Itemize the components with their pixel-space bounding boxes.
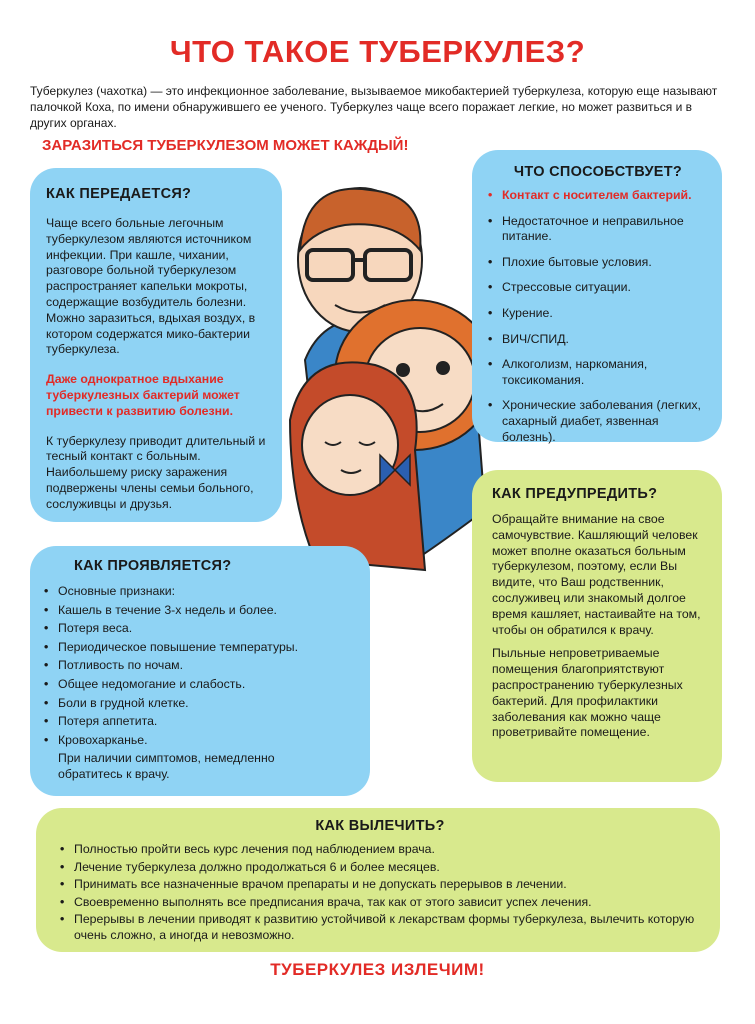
subtitle: ЗАРАЗИТЬСЯ ТУБЕРКУЛЕЗОМ МОЖЕТ КАЖДЫЙ!: [42, 137, 409, 154]
list-item: • Периодическое повышение температуры.: [44, 640, 356, 656]
prevention-text-2: Пыльные непроветриваемые помещения благоприятствуют распространению туберкулезных бактерий. Для профилактики заболевания как можно чаще проветривайте помещение.: [492, 646, 683, 740]
list-item: • Кашель в течение 3-х недель и более.: [44, 603, 356, 619]
list-item: • Перерывы в лечении приводят к развитию устойчивой к лекарствам формы туберкулеза, вылечить которую очень сложно, а иногда и невозможно.: [60, 912, 700, 943]
treatment-box: [36, 808, 720, 952]
list-item: • Хронические заболевания (легких, сахарный диабет, язвенная болезнь).: [488, 398, 708, 445]
symptoms-note: При наличии симптомов, немедленно обратитесь к врачу.: [58, 751, 275, 782]
transmission-heading: КАК ПЕРЕДАЕТСЯ?: [46, 186, 192, 202]
symptoms-heading: КАК ПРОЯВЛЯЕТСЯ?: [74, 558, 232, 574]
factors-box: [472, 150, 722, 442]
prevention-text-1: Обращайте внимание на свое самочувствие. Кашляющий человек может вполне оказаться больным туберкулезом, поэтому, если Вы видите, что Ваш родственник, сослуживец или знакомый долгое время кашляет, настаивайте на том, чтобы он обратился к врачу.: [492, 512, 701, 637]
transmission-text-1: Чаще всего больные легочным туберкулезом являются источником инфекции. При кашле, чихании, разговоре больной туберкулезом распространяет капельки мокроты, содержащие возбудитель болезни. Можно заразиться, вдыхая воздух, в котором содержатся мико-бактерии туберкулеза.: [46, 216, 256, 357]
prevention-box: [472, 470, 722, 782]
transmission-warning: Даже однократное вдыхание туберкулезных бактерий может привести к развитию болезни.: [46, 372, 240, 418]
list-item: • Курение.: [488, 306, 708, 322]
symptoms-box: [30, 546, 370, 796]
list-item: • Своевременно выполнять все предписания врача, так как от этого зависит успех лечения.: [60, 895, 700, 911]
list-item: • Основные признаки:: [44, 584, 356, 600]
list-item: • Стрессовые ситуации.: [488, 280, 708, 296]
treatment-heading: КАК ВЫЛЕЧИТЬ?: [315, 818, 445, 834]
list-item: • Потеря веса.: [44, 621, 356, 637]
list-item: • Плохие бытовые условия.: [488, 255, 708, 271]
list-item: • Контакт с носителем бактерий.: [488, 188, 708, 204]
list-item: • Полностью пройти весь курс лечения под наблюдением врача.: [60, 842, 700, 858]
page-title: ЧТО ТАКОЕ ТУБЕРКУЛЕЗ?: [169, 34, 586, 69]
list-item: • Лечение туберкулеза должно продолжаться 6 и более месяцев.: [60, 860, 700, 876]
factors-heading: ЧТО СПОСОБСТВУЕТ?: [513, 164, 683, 180]
list-item: • Общее недомогание и слабость.: [44, 677, 356, 693]
list-item: • ВИЧ/СПИД.: [488, 332, 708, 348]
prevention-heading: КАК ПРЕДУПРЕДИТЬ?: [492, 486, 658, 502]
list-item: • Боли в грудной клетке.: [44, 696, 356, 712]
transmission-box: [30, 168, 282, 522]
list-item: • Принимать все назначенные врачом препараты и не допускать перерывов в лечении.: [60, 877, 700, 893]
family-illustration: [285, 180, 495, 580]
list-item: • Потеря аппетита.: [44, 714, 356, 730]
intro-text: Туберкулез (чахотка) — это инфекционное заболевание, вызываемое микобактерией туберкулеза, которую еще называют палочкой Коха, по имени обнаружившего ее ученого. Туберкулез чаще всего поражает легкие, но может развиться и в других органах.: [30, 84, 718, 130]
list-item: • Потливость по ночам.: [44, 658, 356, 674]
transmission-text-2: К туберкулезу приводит длительный и тесный контакт с больным. Наибольшему риску заражения подвержены члены семьи больного, сослуживцы и друзья.: [46, 433, 266, 511]
list-item: • Кровохарканье.: [44, 733, 356, 749]
list-item: • Алкоголизм, наркомания, токсикомания.: [488, 357, 708, 388]
list-item: • Недостаточное и неправильное питание.: [488, 214, 708, 245]
footer-slogan: ТУБЕРКУЛЕЗ ИЗЛЕЧИМ!: [270, 960, 485, 979]
